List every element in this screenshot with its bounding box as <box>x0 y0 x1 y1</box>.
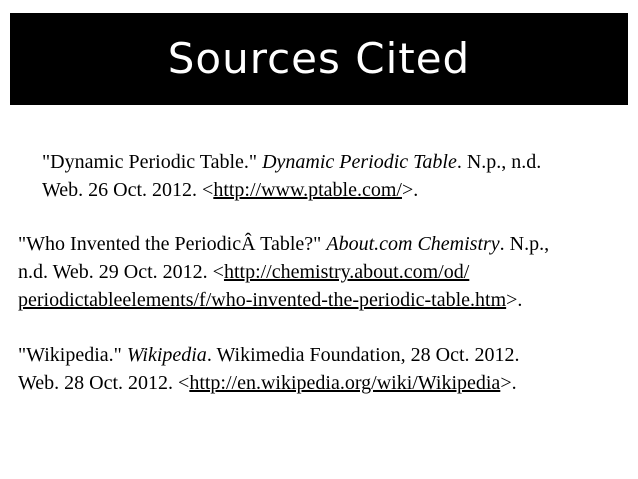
citation-work-title: Dynamic Periodic Table <box>262 151 457 173</box>
citation-line <box>42 148 541 176</box>
citation-article-title: "Dynamic Periodic Table." <box>42 151 263 173</box>
citation-line <box>18 369 520 397</box>
citation-work-title: About.com Chemistry <box>326 233 500 255</box>
citation-url-link[interactable]: http://www.ptable.com/ <box>213 179 402 201</box>
citation-line <box>18 230 549 258</box>
citation-article-title: "Who Invented the PeriodicÂ Table?" <box>18 233 327 255</box>
citation-line <box>18 341 520 369</box>
citation-line <box>42 176 541 204</box>
citation-about-chemistry <box>18 230 549 314</box>
citation-publication-info: . N.p., <box>499 233 550 255</box>
citation-url-close: >. <box>500 372 517 394</box>
citation-access-date: Web. 26 Oct. 2012. < <box>42 179 214 201</box>
slide-title: Sources Cited <box>167 34 471 83</box>
citation-url-link[interactable]: http://chemistry.about.com/od/ <box>223 261 470 283</box>
citation-line <box>18 258 549 286</box>
citation-url-link[interactable]: http://en.wikipedia.org/wiki/Wikipedia <box>189 372 501 394</box>
citation-access-date: Web. 28 Oct. 2012. < <box>18 372 190 394</box>
citation-url-link-continued[interactable]: periodictableelements/f/who-invented-the-periodic-table.htm <box>18 289 507 311</box>
citation-access-date: n.d. Web. 29 Oct. 2012. < <box>18 261 224 283</box>
citation-publication-info: . Wikimedia Foundation, 28 Oct. 2012. <box>206 344 520 366</box>
citation-url-close: >. <box>401 179 419 201</box>
title-bar <box>10 13 628 105</box>
citation-publication-info: . N.p., n.d. <box>456 151 542 173</box>
citation-article-title: "Wikipedia." <box>18 344 127 366</box>
citation-wikipedia <box>18 341 520 397</box>
citation-line <box>18 286 549 314</box>
citation-work-title: Wikipedia <box>126 344 207 366</box>
citation-url-close: >. <box>506 289 523 311</box>
citation-dynamic-periodic-table <box>42 148 541 204</box>
